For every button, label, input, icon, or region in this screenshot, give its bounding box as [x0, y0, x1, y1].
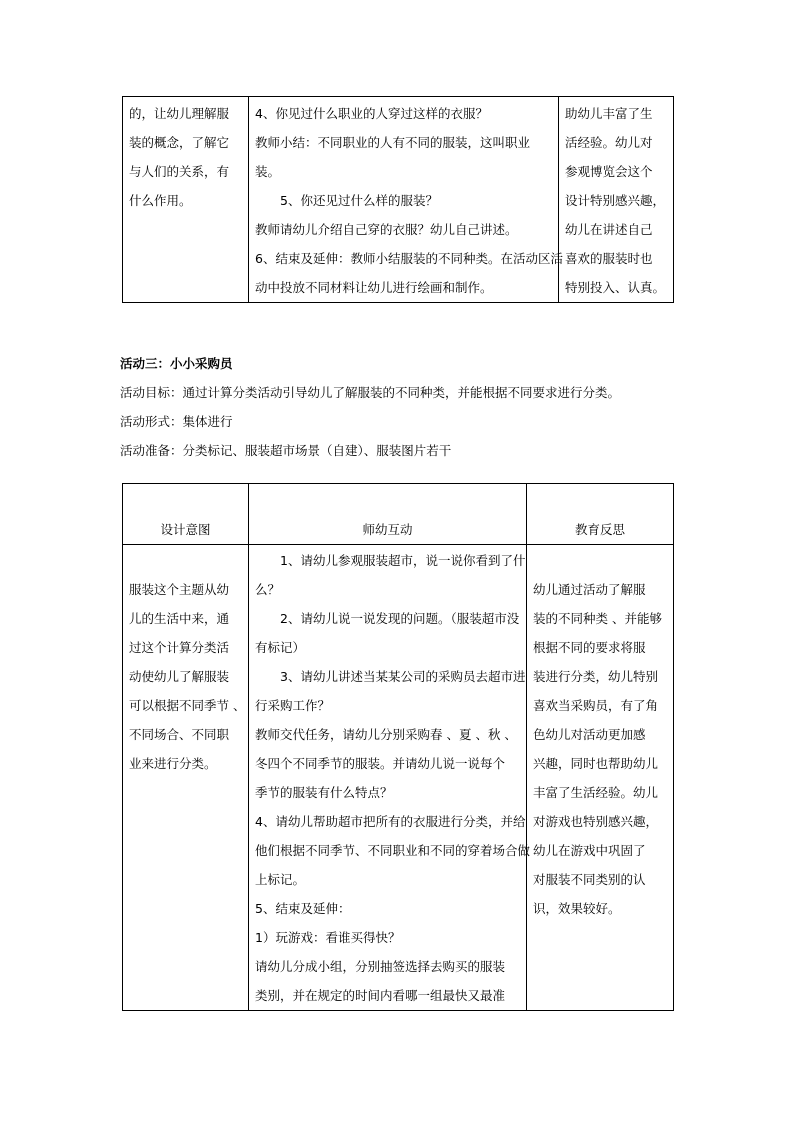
text-line: 助幼儿丰富了生	[565, 106, 653, 121]
text-line: 2、请幼儿说一说发现的问题。（服装超市没	[255, 611, 520, 626]
text-line: 教师交代任务，请幼儿分别采购春 、夏 、秋 、	[255, 727, 517, 742]
text-line: 服装这个主题从幼	[129, 582, 230, 597]
text-line: 么？	[255, 582, 281, 597]
reflection-cell	[527, 545, 674, 1011]
text-line: 喜欢当采购员，有了角	[533, 698, 659, 713]
text-line: 3、请幼儿讲述当某某公司的采购员去超市进	[255, 669, 526, 684]
text-line: 5、结束及延伸：	[255, 901, 351, 916]
text-line: 幼儿在游戏中巩固了	[533, 843, 646, 858]
text-line: 4、请幼儿帮助超市把所有的衣服进行分类，并给	[255, 814, 526, 829]
reflection-cell	[559, 97, 674, 303]
text-line: 动中投放不同材料让幼儿进行绘画和制作。	[255, 280, 493, 295]
text-line: 1）玩游戏：看谁买得快？	[255, 930, 401, 945]
text-line: 他们根据不同季节、不同职业和不同的穿着场合做	[255, 843, 531, 858]
interaction-cell	[249, 97, 563, 303]
activity-prep: 活动准备：分类标记、服装超市场景（自建）、服装图片若干	[120, 443, 452, 458]
text-line: 儿的生活中来，通	[129, 611, 230, 626]
text-line: 行采购工作？	[255, 698, 331, 713]
text-line: 的，让幼儿理解服	[129, 106, 230, 121]
text-line: 与人们的关系，有	[129, 164, 230, 179]
header-design-intent: 设计意图	[123, 484, 249, 545]
text-line: 幼儿通过活动了解服	[533, 582, 646, 597]
text-line: 可以根据不同季节 、	[129, 698, 246, 713]
text-line: 装进行分类，幼儿特别	[533, 669, 659, 684]
text-line: 过这个计算分类活	[129, 640, 230, 655]
header-interaction: 师幼互动	[249, 484, 527, 545]
text-line: 识，效果较好。	[533, 901, 621, 916]
text-line: 冬四个不同季节的服装。并请幼儿说一说每个	[255, 756, 506, 771]
text-line: 动使幼儿了解服装	[129, 669, 230, 684]
text-line: 装的概念，了解它	[129, 135, 230, 150]
text-line: 上标记。	[255, 872, 306, 887]
text-line: 装的不同种类 、并能够	[533, 611, 662, 626]
text-line: 教师请幼儿介绍自己穿的衣服？幼儿自己讲述。	[255, 222, 518, 237]
text-line: 装。	[255, 164, 281, 179]
activity-goal: 活动目标：通过计算分类活动引导幼儿了解服装的不同种类，并能根据不同要求进行分类。	[120, 385, 621, 400]
text-line: 喜欢的服装时也	[565, 251, 653, 266]
text-line: 根据不同的要求将服	[533, 640, 646, 655]
text-line: 季节的服装有什么特点？	[255, 785, 393, 800]
text-line: 对服装不同类别的认	[533, 872, 646, 887]
activity-form: 活动形式：集体进行	[120, 414, 233, 429]
activity-table	[122, 483, 674, 1011]
text-line: 有标记）	[255, 640, 306, 655]
text-line: 教师小结：不同职业的人有不同的服装，这叫职业	[255, 135, 531, 150]
text-line: 不同场合、不同职	[129, 727, 230, 742]
text-line: 丰富了生活经验。幼儿	[533, 785, 659, 800]
text-line: 1、请幼儿参观服装超市，说一说你看到了什	[255, 553, 526, 568]
text-line: 类别，并在规定的时间内看哪一组最快又最准	[255, 988, 506, 1003]
text-line: 业来进行分类。	[129, 756, 217, 771]
design-intent-cell	[123, 545, 249, 1011]
text-line: 色幼儿对活动更加感	[533, 727, 646, 742]
interaction-cell	[249, 545, 531, 1011]
text-line: 参观博览会这个	[565, 164, 653, 179]
text-line: 活经验。幼儿对	[565, 135, 653, 150]
text-line: 兴趣，同时也帮助幼儿	[533, 756, 659, 771]
text-line: 6、结束及延伸：教师小结服装的不同种类。在活动区活	[255, 251, 563, 266]
text-line: 请幼儿分成小组，分别抽签选择去购买的服装	[255, 959, 506, 974]
text-line: 什么作用。	[129, 193, 192, 208]
text-line: 幼儿在讲述自己	[565, 222, 653, 237]
text-line: 设计特别感兴趣，	[565, 193, 666, 208]
design-intent-cell	[123, 97, 249, 303]
text-line: 对游戏也特别感兴趣，	[533, 814, 659, 829]
activity-table-continued	[122, 96, 674, 303]
text-line: 4、你见过什么职业的人穿过这样的衣服？	[255, 106, 488, 121]
text-line: 5、你还见过什么样的服装？	[255, 193, 438, 208]
header-reflection: 教育反思	[527, 484, 674, 545]
text-line: 特别投入、认真。	[565, 280, 666, 295]
section-title: 活动三：小小采购员	[120, 356, 233, 371]
